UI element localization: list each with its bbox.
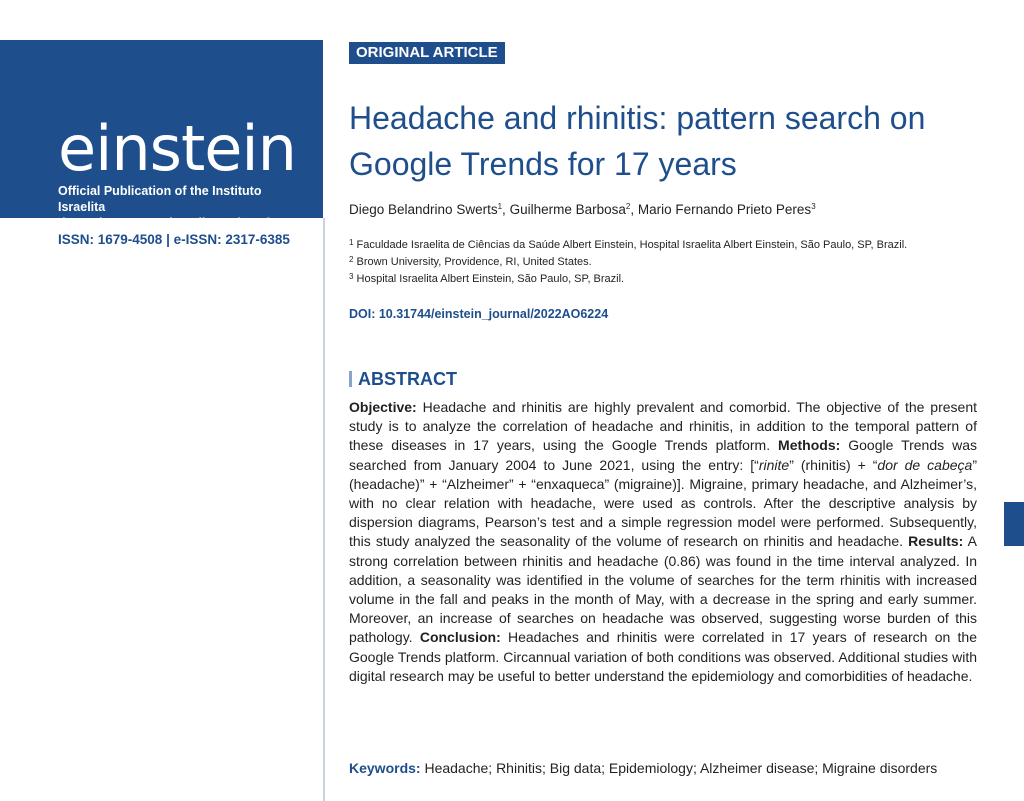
conclusion-label: Conclusion: (419, 629, 501, 646)
journal-logo: einstein (58, 112, 296, 185)
affiliation-number: 1 (349, 238, 354, 247)
author-name[interactable]: Mario Fernando Prieto Peres (637, 202, 812, 217)
author-affiliation-mark: 2 (625, 202, 631, 211)
methods-label: Methods: (778, 437, 841, 454)
affiliation-text: Faculdade Israelita de Ciências da Saúde Albert Einstein, Hospital Israelita Albert Einstein, São Paulo, SP, Brazil. (353, 239, 908, 251)
affiliation-number: 3 (349, 272, 354, 281)
objective-label: Objective: (349, 399, 417, 415)
affiliation-item (349, 254, 989, 271)
author-separator: , (502, 202, 510, 217)
abstract-heading (349, 368, 457, 390)
author-name[interactable]: Diego Belandrino Swerts (349, 202, 498, 217)
article-title: Headache and rhinitis: pattern search on Google Trends for 17 years (349, 100, 926, 182)
methods-text: ” (rhinitis) + “ (789, 456, 878, 473)
keywords-line (349, 759, 989, 778)
keywords-text: Headache; Rhinitis; Big data; Epidemiology; Alzheimer disease; Migraine disorders (420, 760, 938, 776)
methods-term: dor de cabeça (877, 456, 973, 473)
affiliation-item (349, 237, 989, 254)
methods-term: rinite (758, 456, 790, 473)
journal-publication-info (58, 183, 308, 231)
affiliation-text: Hospital Israelita Albert Einstein, São Paulo, SP, Brazil. (353, 273, 625, 285)
objective-text: Headache and rhinitis are highly prevalent and comorbid. The objective of the present study is to analyze the correlation of headache and rhinitis, in addition to the temporal pattern of these diseases in 17 years, using the Google Trends platform. (349, 399, 977, 454)
affiliation-list (349, 237, 989, 288)
results-text: A strong correlation between rhinitis and headache (0.86) was found in the time interval analyzed. In addition, a seasonality was identified in the volume of searches for the term rhinitis with increased volume in the fall and peaks in the month of May, with a decrease in the spring and early summer. Moreover, an increase of searches on headache was observed, suggesting worse burden of this pathology. (349, 533, 977, 646)
publication-line: de Ensino e Pesquisa Albert Einstein (58, 216, 278, 230)
doi-link[interactable]: DOI: 10.31744/einstein_journal/2022AO6224 (349, 307, 609, 321)
column-divider (323, 218, 325, 801)
conclusion-text: Headaches and rhinitis were correlated in 17 years of research on the Google Trends platform. Circannual variation of both conditions was observed. Additional studies with digital research may be useful to better understand the epidemiology and comorbidities of headache. (349, 629, 977, 684)
heading-bar (349, 371, 352, 387)
journal-banner (0, 40, 323, 230)
results-label: Results: (908, 533, 964, 550)
affiliation-item (349, 271, 989, 288)
abstract-heading-text: ABSTRACT (358, 369, 457, 389)
author-list (349, 201, 989, 219)
author-name[interactable]: Guilherme Barbosa (509, 202, 626, 217)
keywords-label: Keywords: (349, 760, 421, 776)
publication-line: Official Publication of the Instituto Israelita (58, 184, 262, 214)
author-affiliation-mark: 1 (497, 202, 503, 211)
abstract-body (349, 398, 977, 686)
article-type-badge: ORIGINAL ARTICLE (349, 42, 505, 64)
author-separator: , (630, 202, 638, 217)
methods-text: ” (headache)” + “Alzheimer” + “enxaqueca” (migraine)]. Migraine, primary headache, and Alzheimer’s, with no clear relation with headache, were used as controls. After the descriptive analysis by dispersion diagrams, Pearson’s test and a simple regression model were performed. Subsequently, this study analyzed the seasonality of the volume of research on rhinitis and headache. (349, 456, 977, 550)
issn-line: ISSN: 1679-4508 | e-ISSN: 2317-6385 (58, 232, 290, 247)
methods-text: Google Trends was searched from January 2004 to June 2021, using the entry: [“ (349, 437, 977, 473)
affiliation-number: 2 (349, 255, 354, 264)
author-affiliation-mark: 3 (811, 202, 816, 211)
affiliation-text: Brown University, Providence, RI, United States. (353, 256, 592, 268)
page-edge-tab (1004, 502, 1024, 546)
